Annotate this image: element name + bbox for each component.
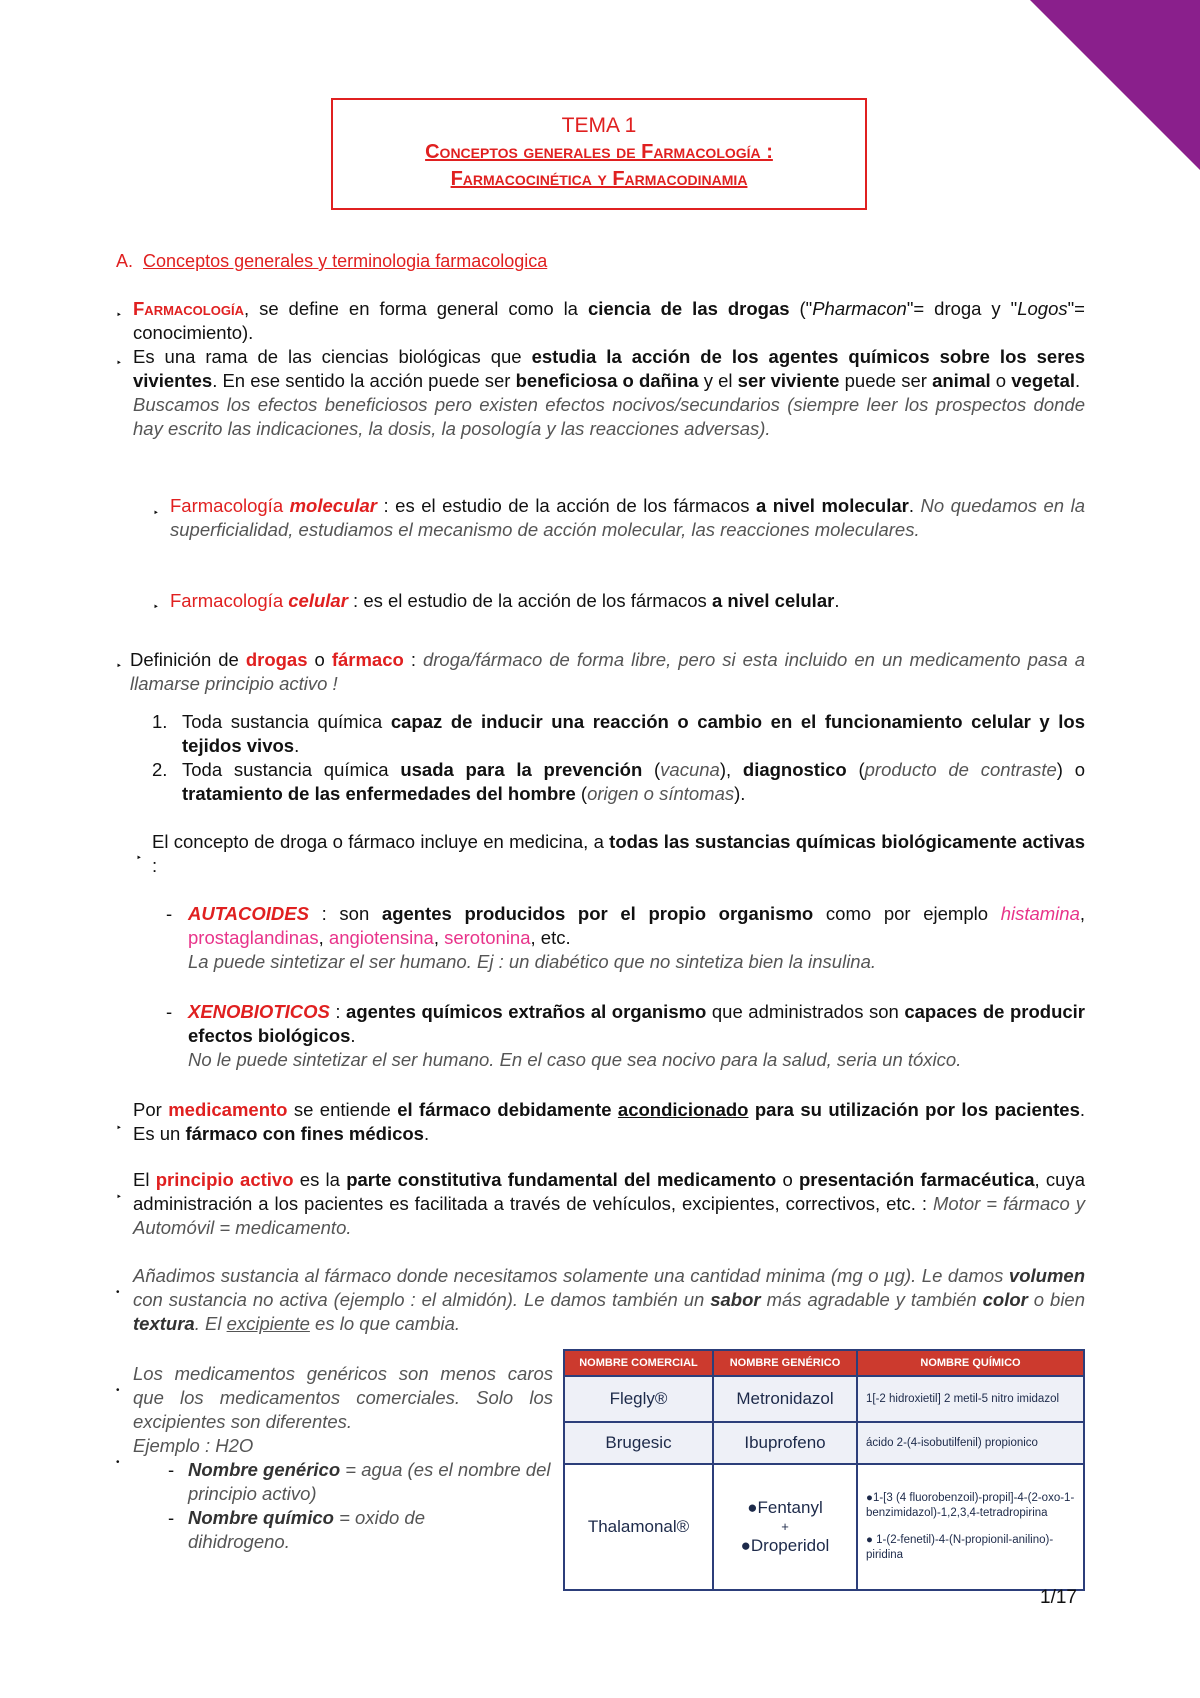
paragraph-ejemplo: Ejemplo : H2O — [133, 1435, 254, 1456]
note-efectos: Buscamos los efectos beneficiosos pero existen efectos nocivos/secundarios (siempre leer los prospectos donde hay escrito las indicaciones, la dosis, la posología y las reacciones adversas). — [133, 394, 1085, 439]
title-line-2: Farmacocinética y Farmacodinamia — [450, 168, 748, 190]
table-header: NOMBRE COMERCIAL — [564, 1350, 713, 1376]
bullet-icon: ‣ — [116, 1123, 122, 1134]
cell-commercial: Brugesic — [564, 1422, 713, 1464]
bullet-icon: ‣ — [116, 310, 122, 321]
paragraph-concepto: El concepto de droga o fármaco incluye en medicina, a todas las sustancias químicas biológicamente activas : — [152, 831, 1085, 876]
tema-label: TEMA 1 — [561, 114, 637, 137]
cell-chemical: ácido 2-(4-isobutilfenil) propionico — [857, 1422, 1084, 1464]
bullet-icon: • — [116, 1287, 120, 1298]
cell-generic: ●Fentanyl + ●Droperidol — [713, 1464, 857, 1590]
table-row — [564, 1464, 1084, 1590]
dash-marker: - — [166, 903, 173, 924]
paragraph-autacoides: AUTACOIDES : son agentes producidos por el propio organismo como por ejemplo histamina, prostaglandinas, angiotensina, serotonina, etc. La puede sintetizar el ser humano. Ej : un diabético que no sintetiza bien la insulina. — [188, 903, 1086, 972]
bullet-icon: ‣ — [116, 661, 122, 672]
cell-commercial: Flegly® — [564, 1376, 713, 1422]
list-item-2: Toda sustancia química usada para la prevención (vacuna), diagnostico (producto de contraste) o tratamiento de las enfermedades del hombre (origen o síntomas). — [182, 759, 1085, 804]
cell-commercial: Thalamonal® — [564, 1464, 713, 1590]
paragraph-farmacologia: Farmacología, se define en forma general como la ciencia de las drogas ("Pharmacon"= droga y "Logos"= conocimiento). — [133, 298, 1085, 343]
cell-chemical: ●1-[3 (4 fluorobenzoil)-propil]-4-(2-oxo-1-benzimidazol)-1,2,3,4-tetradropirina ● 1-(2-fenetil)-4-(N-propionil-anilino)-piridina — [857, 1464, 1084, 1590]
bullet-icon: • — [116, 1457, 120, 1468]
cell-generic: Metronidazol — [713, 1376, 857, 1422]
list-number: 2. — [152, 759, 168, 780]
paragraph-genericos: Los medicamentos genéricos son menos caros que los medicamentos comerciales. Solo los excipientes son diferentes. — [133, 1363, 553, 1432]
section-a-heading: A. Conceptos generales y terminologia farmacologica — [116, 251, 548, 271]
table-header: NOMBRE QUÍMICO — [857, 1350, 1084, 1376]
title-line-1: Conceptos generales de Farmacología : — [425, 141, 773, 163]
list-item-1: Toda sustancia química capaz de inducir una reacción o cambio en el funcionamiento celular y los tejidos vivos. — [182, 711, 1085, 756]
paragraph-nombre-quimico: Nombre químico = oxido de dihidrogeno. — [188, 1507, 425, 1552]
paragraph-nombre-generico: Nombre genérico = agua (es el nombre del principio activo) — [188, 1459, 551, 1504]
title-box — [331, 98, 867, 210]
paragraph-xenobioticos: XENOBIOTICOS : agentes químicos extraños al organismo que administrados son capaces de producir efectos biológicos. No le puede sintetizar el ser humano. En el caso que sea nocivo para la salud, seria un tóxico. — [188, 1001, 1086, 1070]
drug-names-table — [563, 1349, 1085, 1591]
bullet-icon: ‣ — [116, 1192, 122, 1203]
bullet-icon: ‣ — [153, 602, 159, 613]
bullet-icon: ‣ — [153, 508, 159, 519]
paragraph-molecular: Farmacología molecular : es el estudio de la acción de los fármacos a nivel molecular. No quedamos en la superficialidad, estudiamos el mecanismo de acción molecular, las reacciones moleculares. — [170, 495, 1085, 540]
dash-marker: - — [168, 1459, 175, 1480]
page-number: 1/17 — [1040, 1587, 1077, 1608]
dash-marker: - — [168, 1507, 175, 1528]
paragraph-excipiente: Añadimos sustancia al fármaco donde necesitamos solamente una cantidad minima (mg o µg). Le damos volumen con sustancia no activa (ejemplo : el almidón). Le damos también un sabor más agradable y también color o bien textura. El excipiente es lo que cambia. — [133, 1265, 1086, 1334]
section-a-title: Conceptos generales y terminologia farmacologica — [143, 251, 548, 271]
table-row — [564, 1376, 1084, 1422]
cell-chemical: 1[-2 hidroxietil] 2 metil-5 nitro imidazol — [857, 1376, 1084, 1422]
corner-decoration — [1030, 0, 1200, 170]
bullet-icon: ‣ — [116, 358, 122, 369]
table-header-row — [564, 1350, 1084, 1376]
paragraph-medicamento: Por medicamento se entiende el fármaco debidamente acondicionado para su utilización por los pacientes. Es un fármaco con fines médicos. — [133, 1099, 1085, 1144]
paragraph-definicion: Definición de drogas o fármaco : droga/fármaco de forma libre, pero si esta incluido en un medicamento pasa a llamarse principio activo ! — [130, 649, 1085, 694]
paragraph-principio-activo: El principio activo es la parte constitutiva fundamental del medicamento o presentación farmacéutica, cuya administración a los pacientes es facilitada a través de vehículos, excipientes, correctivos, etc. : Motor = fármaco y Automóvil = medicamento. — [133, 1169, 1085, 1238]
bullet-icon: ‣ — [136, 853, 142, 864]
table-row — [564, 1422, 1084, 1464]
list-number: 1. — [152, 711, 168, 732]
dash-marker: - — [166, 1001, 173, 1022]
cell-generic: Ibuprofeno — [713, 1422, 857, 1464]
table-header: NOMBRE GENÉRICO — [713, 1350, 857, 1376]
paragraph-rama: Es una rama de las ciencias biológicas que estudia la acción de los agentes químicos sobre los seres vivientes. En ese sentido la acción puede ser beneficiosa o dañina y el ser viviente puede ser animal o vegetal. Buscamos los efectos beneficiosos pero existen efectos nocivos/secundarios (siempre leer los prospectos donde hay escrito las indicaciones, la dosis, la posología y las reacciones adversas). — [133, 346, 1085, 439]
bullet-icon: • — [116, 1385, 120, 1396]
paragraph-celular: Farmacología celular : es el estudio de la acción de los fármacos a nivel celular. — [170, 590, 840, 611]
